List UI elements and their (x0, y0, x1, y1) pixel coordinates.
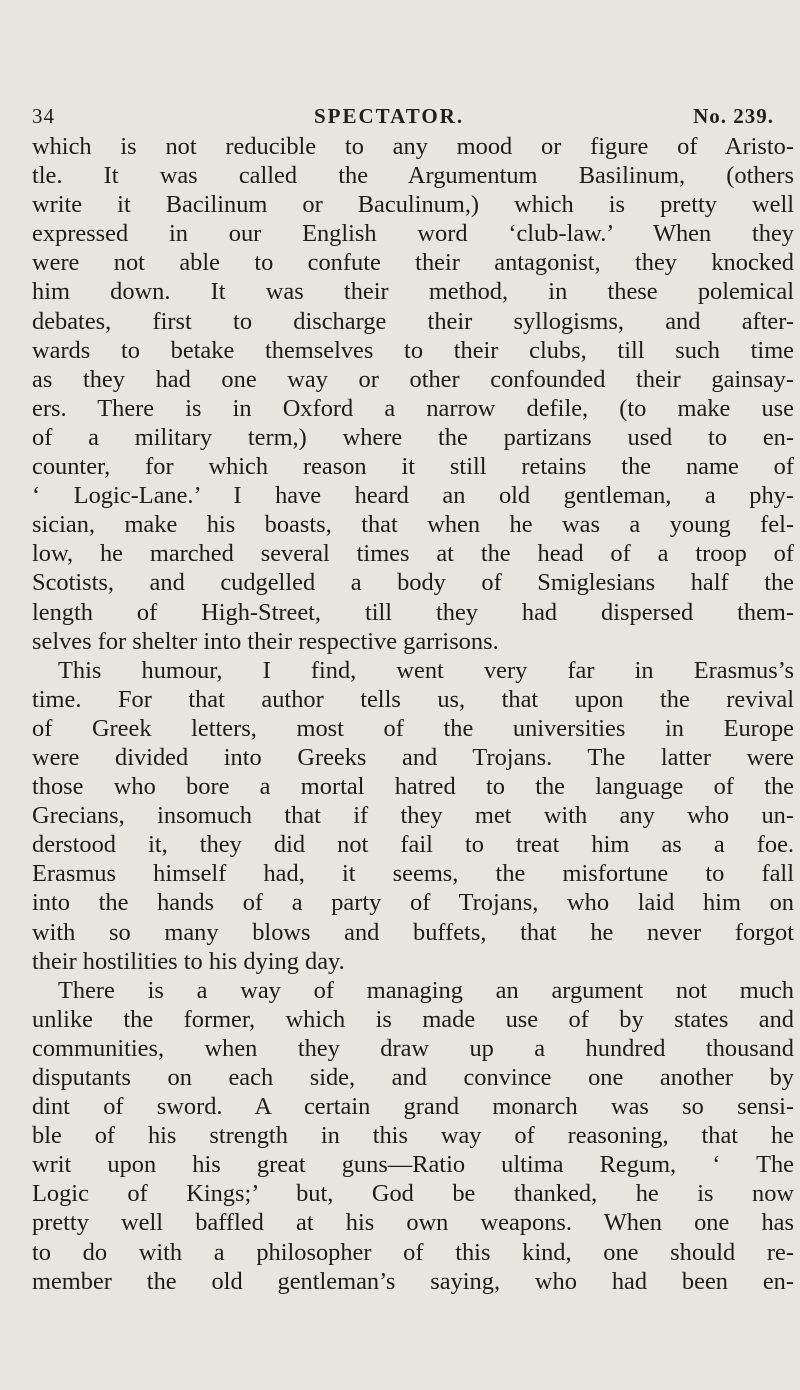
paragraph-start-line: There is a way of managing an argument not much (58, 976, 794, 1004)
text-line: sician, make his boasts, that when he was a young fel- (32, 511, 794, 539)
text-line: into the hands of a party of Trojans, who laid him on (32, 889, 794, 917)
text-line: Scotists, and cudgelled a body of Smiglesians half the (32, 569, 794, 597)
text-line: time. For that author tells us, that upon the revival (32, 685, 794, 713)
text-line: debates, first to discharge their syllogisms, and after- (32, 307, 794, 335)
text-line: expressed in our English word ‘club-law.’ When they (32, 220, 794, 248)
text-line: which is not reducible to any mood or figure of Aristo- (32, 133, 794, 160)
text-line: pretty well baffled at his own weapons. When one has (32, 1209, 794, 1237)
text-line: wards to betake themselves to their clubs, till such time (32, 336, 794, 364)
page-number: 34 (32, 104, 55, 128)
text-line: low, he marched several times at the head of a troop of (32, 540, 794, 568)
text-line: their hostilities to his dying day. (32, 947, 345, 975)
text-line: of a military term,) where the partizans used to en- (32, 423, 794, 451)
text-line: derstood it, they did not fail to treat him as a foe. (32, 831, 794, 859)
text-line: disputants on each side, and convince one another by (32, 1064, 794, 1091)
text-line: those who bore a mortal hatred to the language of the (32, 773, 794, 801)
text-line: were divided into Greeks and Trojans. The latter were (32, 743, 794, 771)
text-line: writ upon his great guns—Ratio ultima Regum, ‘ The (32, 1151, 794, 1179)
text-line: unlike the former, which is made use of by states and (32, 1005, 794, 1033)
text-line: with so many blows and buffets, that he never forgot (32, 918, 794, 946)
text-line: write it Bacilinum or Baculinum,) which is pretty well (32, 191, 794, 219)
text-line: communities, when they draw up a hundred thousand (32, 1034, 794, 1062)
text-line: ers. There is in Oxford a narrow defile, (to make use (32, 394, 794, 422)
body-text (32, 132, 794, 1296)
text-line: length of High-Street, till they had dispersed them- (32, 598, 794, 626)
text-line: of Greek letters, most of the universities in Europe (32, 714, 794, 742)
text-line: as they had one way or other confounded their gainsay- (32, 365, 794, 393)
text-line: Erasmus himself had, it seems, the misfortune to fall (32, 860, 794, 888)
text-line: counter, for which reason it still retains the name of (32, 453, 794, 481)
issue-number: No. 239. (693, 104, 774, 128)
text-line: tle. It was called the Argumentum Basilinum, (others (32, 162, 794, 190)
text-line: ‘ Logic-Lane.’ I have heard an old gentleman, a phy- (32, 482, 794, 510)
text-line: were not able to confute their antagonist, they knocked (32, 249, 794, 277)
text-line: selves for shelter into their respective garrisons. (32, 627, 499, 655)
running-title: SPECTATOR. (313, 104, 465, 128)
text-line: him down. It was their method, in these polemical (32, 278, 794, 306)
paragraph-start-line: This humour, I find, went very far in Erasmus’s (58, 656, 794, 684)
text-line: dint of sword. A certain grand monarch was so sensi- (32, 1093, 794, 1121)
text-line: ble of his strength in this way of reasoning, that he (32, 1122, 794, 1150)
text-line: Logic of Kings;’ but, God be thanked, he is now (32, 1180, 794, 1208)
running-head (32, 104, 774, 134)
text-line: member the old gentleman’s saying, who had been en- (32, 1267, 794, 1295)
text-line: to do with a philosopher of this kind, one should re- (32, 1238, 794, 1266)
text-line: Grecians, insomuch that if they met with any who un- (32, 802, 794, 830)
